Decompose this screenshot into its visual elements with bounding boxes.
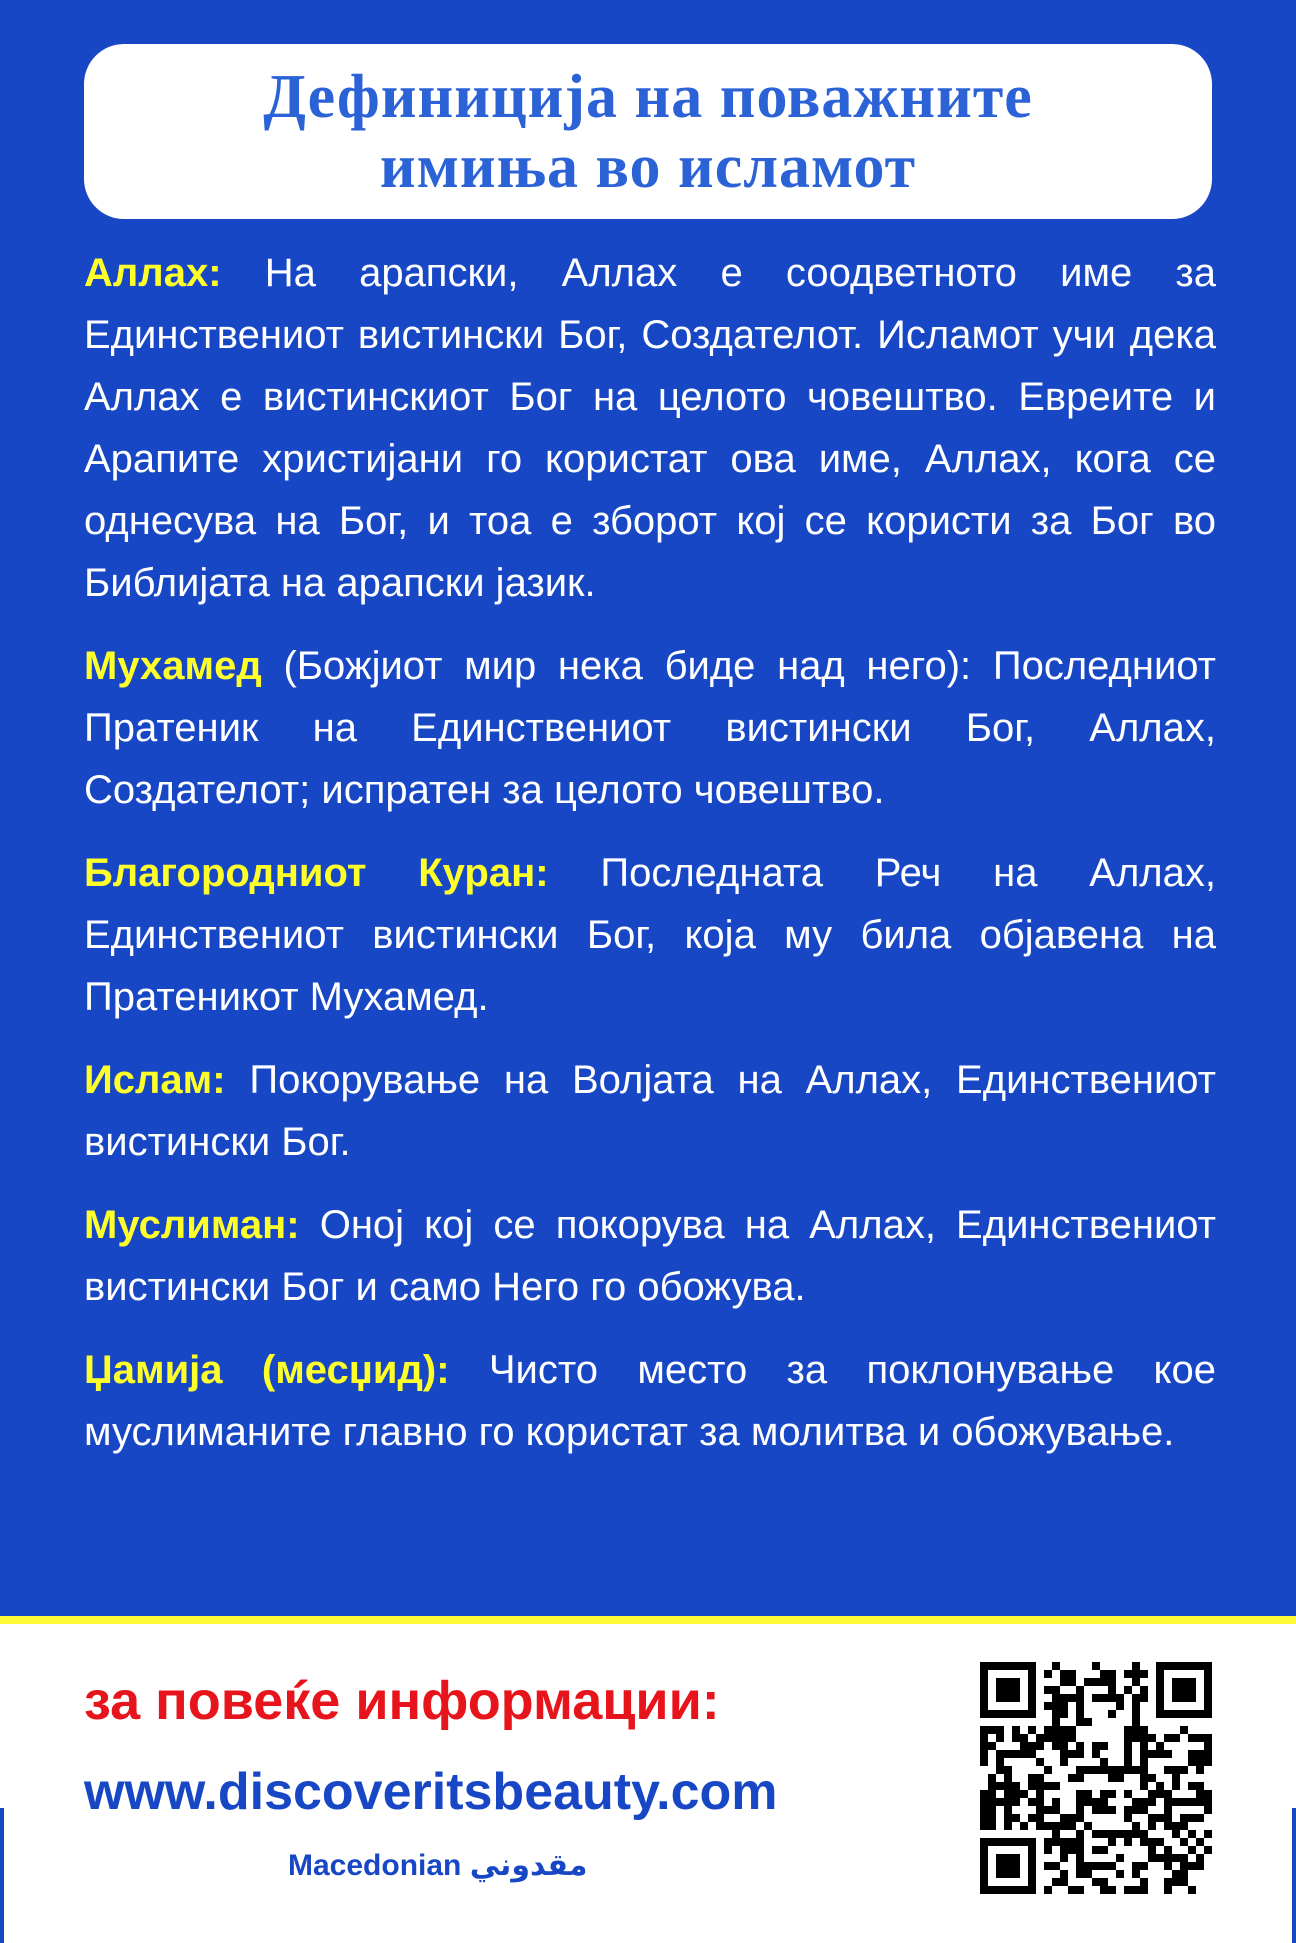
page-title-line-1: Дефиниција на поважните — [263, 62, 1033, 131]
definition-term: Мухамед — [84, 644, 262, 688]
definition-islam — [84, 1049, 1216, 1173]
definition-quran — [84, 842, 1216, 1028]
definition-muhammad — [84, 635, 1216, 821]
footer-edge-left — [0, 1808, 4, 1943]
page-title-line-2: имиња во исламот — [379, 132, 917, 201]
definition-muslim — [84, 1194, 1216, 1318]
footer-edge-right — [1292, 1808, 1296, 1943]
definition-term: Ислам: — [84, 1058, 226, 1102]
more-info-heading: за повеќе информации: — [84, 1671, 720, 1731]
website-link[interactable]: www.discoveritsbeauty.com — [84, 1763, 778, 1821]
language-label: Macedonian مقدوني — [288, 1849, 588, 1882]
title-box — [84, 44, 1212, 219]
definition-term: Џамија (месџид): — [84, 1348, 450, 1392]
definition-term: Благородниот Куран: — [84, 851, 549, 895]
definition-allah — [84, 242, 1216, 614]
definition-text: (Божјиот мир нека биде над него): Последниот Пратеник на Единствениот вистински Бог, Аллах, Создателот; испратен за целото човештво. — [84, 644, 1216, 812]
definition-text: Оној кој се покорува на Аллах, Единствениот вистински Бог и само Него го обожува. — [84, 1203, 1216, 1309]
definition-text: Покорување на Волјата на Аллах, Единствениот вистински Бог. — [84, 1058, 1216, 1164]
definition-text: На арапски, Аллах е соодветното име за Единствениот вистински Бог, Создателот. Исламот учи дека Аллах е вистинскиот Бог на целото човештво. Евреите и Арапите христијани го користат ова име, Аллах, кога се однесува на Бог, и тоа е зборот кој се користи за Бог во Библијата на арапски јазик. — [84, 251, 1216, 605]
qr-code-icon[interactable] — [980, 1662, 1212, 1894]
definition-text: Последната Реч на Аллах, Единствениот вистински Бог, која му била објавена на Пратеникот Мухамед. — [84, 851, 1216, 1019]
definition-term: Аллах: — [84, 251, 222, 295]
definition-text: Чисто место за поклонување кое муслиманите главно го користат за молитва и обожување. — [84, 1348, 1216, 1454]
definitions-list — [84, 242, 1216, 1484]
definition-mosque — [84, 1339, 1216, 1463]
definition-term: Муслиман: — [84, 1203, 300, 1247]
